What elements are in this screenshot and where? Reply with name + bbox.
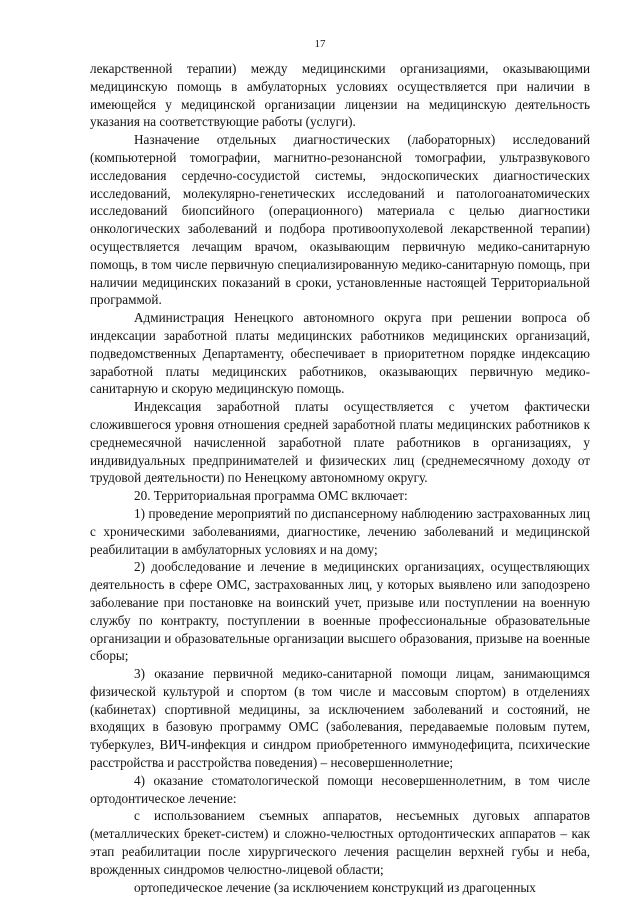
paragraph-diagnostic-assignment: Назначение отдельных диагностических (лабораторных) исследований (компьютерной томографии, магнитно-резонансной томографии, ультразвукового исследования сердечно-сосудистой системы, эндоскопических диагностических исследований, молекулярно-генетических исследований и патологоанатомических исследований биопсийного (операционного) материала с целью диагностики онкологических заболеваний и подбора противоопухолевой лекарственной терапии) осуществляется лечащим врачом, оказывающим первичную медико-санитарную помощь, в том числе первичную специализированную медико-санитарную помощь, при наличии медицинских показаний в сроки, установленные настоящей Территориальной программой. (90, 132, 590, 308)
list-item-3: 3) оказание первичной медико-санитарной помощи лицам, занимающимся физической культурой и спортом (в том числе и массовым спортом) в отделениях (кабинетах) спортивной медицины, за исключением заболеваний и состояний, не входящих в базовую программу ОМС (заболевания, передаваемые половым путем, туберкулез, ВИЧ-инфекция и синдром приобретенного иммунодефицита, психические расстройства и расстройства поведения) – несовершеннолетние; (90, 666, 590, 771)
paragraph-salary-indexation-priority: Администрация Ненецкого автономного округа при решении вопроса об индексации заработной платы медицинских работников медицинских организаций, подведомственных Департаменту, обеспечивает в приоритетном порядке индексацию заработной платы медицинских работников, оказывающих первичную медико-санитарную и скорую медицинскую помощь. (90, 310, 590, 397)
paragraph-section-20-heading: 20. Территориальная программа ОМС включает: (134, 488, 408, 504)
page-number: 17 (314, 38, 326, 50)
list-item-4-orthopedic: ортопедическое лечение (за исключением конструкций из драгоценных (134, 879, 536, 895)
list-item-4-orthodontic: с использованием съемных аппаратов, несъемных дуговых аппаратов (металлических брекет-систем) и сложно-челюстных ортодонтических аппаратов – как этап реабилитации после хирургического лечения расщелин верхней губы и неба, врожденных синдромов челюстно-лицевой области; (90, 808, 590, 877)
document-body (90, 60, 590, 896)
list-item-1: 1) проведение мероприятий по диспансерному наблюдению застрахованных лиц с хроническими заболеваниями, диагностике, лечению заболеваний и медицинской реабилитации в амбулаторных условиях и на дому; (90, 505, 590, 557)
paragraph-continuation: лекарственной терапии) между медицинскими организациями, оказывающими медицинскую помощь в амбулаторных условиях осуществляется при наличии в имеющейся у медицинской организации лицензии на медицинскую деятельность указания на соответствующие работы (услуги). (90, 61, 590, 130)
list-item-2: 2) дообследование и лечение в медицинских организациях, осуществляющих деятельность в сфере ОМС, застрахованных лиц, у которых выявлено или заподозрено заболевание при постановке на воинский учет, призыве или поступлении на военную службу по контракту, поступлении в военные профессиональные образовательные организации и образовательные организации высшего образования, призыве на военные сборы; (90, 559, 590, 664)
paragraph-salary-indexation-method: Индексация заработной платы осуществляется с учетом фактически сложившегося уровня отношения средней заработной платы медицинских работников к среднемесячной начисленной заработной плате работников в организациях, у индивидуальных предпринимателей и физических лиц (среднемесячному доходу от трудовой деятельности) по Ненецкому автономному округу. (90, 399, 590, 486)
list-item-4: 4) оказание стоматологической помощи несовершеннолетним, в том числе ортодонтическое лечение: (90, 772, 590, 806)
